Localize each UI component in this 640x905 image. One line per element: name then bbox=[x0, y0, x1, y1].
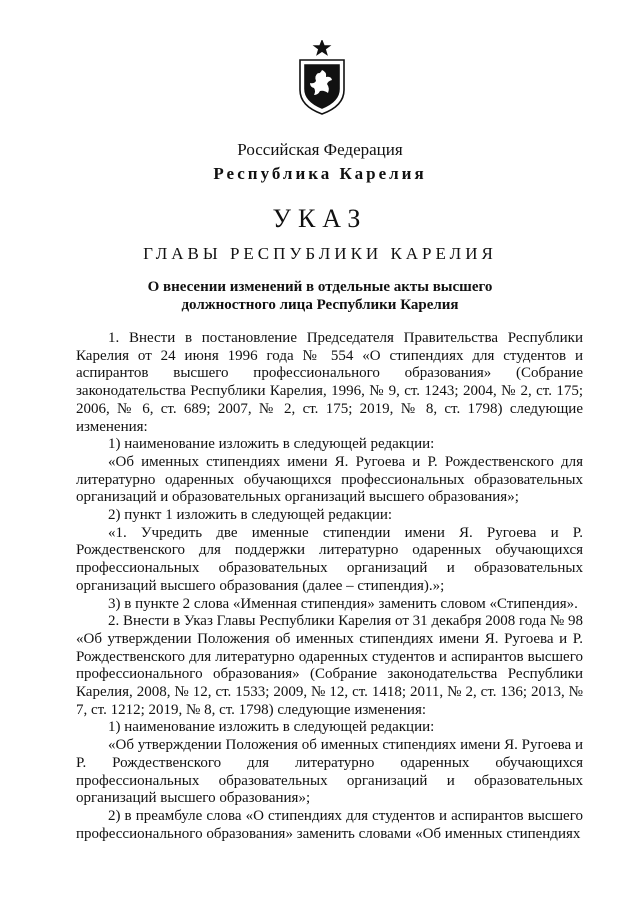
paragraph: «Об именных стипендиях имени Я. Ругоева и Р. Рождественского для литературно одаренных обучающихся профессиональных образовательных организаций и образовательных организаций высшего образования»; bbox=[76, 453, 583, 506]
subject-line: должностного лица Республики Карелия bbox=[181, 297, 459, 313]
subject-line: О внесении изменений в отдельные акты высшего bbox=[147, 279, 493, 295]
document-subject bbox=[0, 278, 640, 314]
issuer-title: ГЛАВЫ РЕСПУБЛИКИ КАРЕЛИЯ bbox=[143, 244, 497, 263]
paragraph: 3) в пункте 2 слова «Именная стипендия» заменить словом «Стипендия». bbox=[108, 595, 578, 612]
paragraph: 2) пункт 1 изложить в следующей редакции: bbox=[108, 507, 393, 524]
paragraph: 2. Внести в Указ Главы Республики Карелия от 31 декабря 2008 года № 98 «Об утверждении Положения об именных стипендиях имени Я. Ругоева и Р. Рождественского для литературно одаренных студентов и аспирантов высшего профессионального образования» (Собрание законодательства Республики Карелия, 2008, № 12, ст. 1533; 2009, № 12, ст. 1418; 2011, № 2, ст. 136; 2013, № 7, ст. 1212; 2019, № 8, ст. 1798) следующие изменения: bbox=[76, 613, 583, 718]
country-name: Российская Федерация bbox=[237, 140, 403, 159]
paragraph: 1. Внести в постановление Председателя Правительства Республики Карелия от 24 июня 1996 года № 554 «О стипендиях для студентов и аспирантов высшего профессионального образования» (Собрание законодательства Республики Карелия, 1996, № 9, ст. 1243; 2004, № 2, ст. 175; 2006, № 6, ст. 689; 2007, № 2, ст. 175; 2019, № 8, ст. 1798) следующие изменения: bbox=[76, 330, 583, 435]
paragraph: 1) наименование изложить в следующей редакции: bbox=[108, 719, 435, 736]
document-type-title: УКАЗ bbox=[272, 204, 368, 233]
republic-name: Республика Карелия bbox=[213, 164, 427, 183]
paragraph: «1. Учредить две именные стипендии имени Я. Ругоева и Р. Рождественского для поддержки литературно одаренных обучающихся профессиональных образовательных организаций и образовательных организаций высшего образования (далее – стипендия).»; bbox=[76, 524, 583, 594]
document-body bbox=[76, 330, 583, 843]
paragraph: 2) в преамбуле слова «О стипендиях для студентов и аспирантов высшего профессионального образования» заменить словами «Об именных стипендиях bbox=[76, 807, 583, 842]
paragraph: «Об утверждении Положения об именных стипендиях имени Я. Ругоева и Р. Рождественского для литературно одаренных обучающихся профессиональных образовательных организаций и образовательных организаций высшего образования»; bbox=[76, 737, 583, 807]
paragraph: 1) наименование изложить в следующей редакции: bbox=[108, 436, 435, 453]
coat-of-arms-emblem bbox=[296, 40, 348, 116]
